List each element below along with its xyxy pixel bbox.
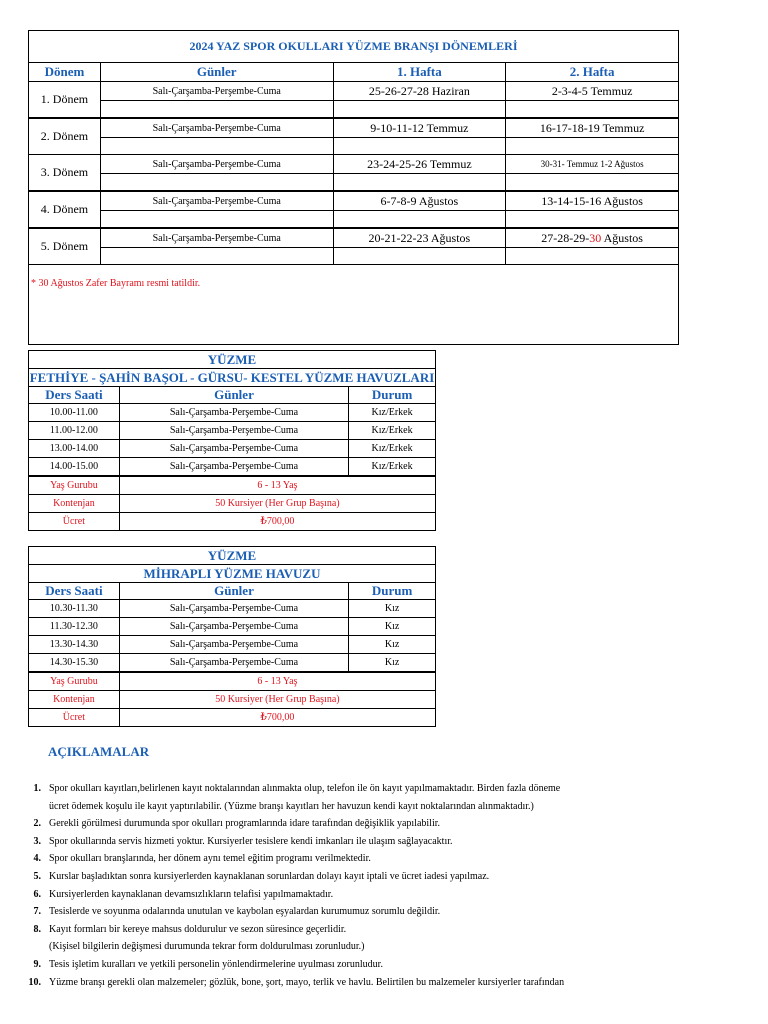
period-2-week2: 16-17-18-19 Temmuz: [506, 118, 679, 138]
period-5-week2-prefix: 27-28-29-: [541, 230, 590, 245]
lesson-days: Salı-Çarşamba-Perşembe-Cuma: [119, 440, 348, 458]
lesson-gender: Kız: [349, 618, 436, 636]
explanations-list: [20, 780, 740, 991]
period-4-label: 4. Dönem: [29, 191, 101, 228]
lesson-days: Salı-Çarşamba-Perşembe-Cuma: [119, 618, 348, 636]
table-row: [29, 618, 436, 636]
pool-2-header-saat: Ders Saati: [29, 583, 120, 600]
periods-table: [28, 30, 679, 345]
period-2-label: 2. Dönem: [29, 118, 101, 155]
list-item: 3. Spor okullarında servis hizmeti yoktur. Kursiyerler tesislere kendi imkanları ile ulaşım sağlayacaktır.: [33, 835, 453, 847]
lesson-time: 10.00-11.00: [29, 404, 120, 422]
period-4-week2: 13-14-15-16 Ağustos: [506, 191, 679, 211]
lesson-days: Salı-Çarşamba-Perşembe-Cuma: [119, 422, 348, 440]
lesson-gender: Kız/Erkek: [349, 458, 436, 477]
lesson-time: 11.30-12.30: [29, 618, 120, 636]
header-gunler: Günler: [100, 63, 333, 82]
list-item: 4. Spor okulları branşlarında, her dönem aynı temel eğitim programı verilmektedir.: [33, 853, 371, 865]
fee-label: Ücret: [29, 709, 120, 727]
table-row: [29, 600, 436, 618]
table-row: [29, 458, 436, 477]
list-item: 1. Spor okulları kayıtları,belirlenen kayıt noktalarından alınmakta olup, telefon ile ön kayıt yapılmamaktadır. Birden fazla döneme ücret ödemek koşulu ile kayıt yaptırılabilir. (Yüzme branşı kayıtları her havuzun kendi kayıt noktalarından alınmaktadır.): [33, 783, 561, 812]
period-3-week1: 23-24-25-26 Temmuz: [333, 155, 506, 174]
age-group-value: 6 - 13 Yaş: [119, 476, 435, 495]
age-group-label: Yaş Gurubu: [29, 672, 120, 691]
period-5-week2-suffix: Ağustos: [601, 230, 643, 245]
header-donem: Dönem: [29, 63, 101, 82]
period-2-days: Salı-Çarşamba-Perşembe-Cuma: [100, 118, 333, 138]
header-hafta1: 1. Hafta: [333, 63, 506, 82]
pool-1-title: YÜZME: [29, 351, 436, 369]
pool-1-header-saat: Ders Saati: [29, 387, 120, 404]
period-5-week1: 20-21-22-23 Ağustos: [333, 228, 506, 248]
fee-label: Ücret: [29, 513, 120, 531]
list-item: 10. Yüzme branşı gerekli olan malzemeler; gözlük, bone, şort, mayo, terlik ve havlu. Belirtilen bu malzemeler kursiyerler tarafından: [28, 976, 565, 988]
fee-value: ₺700,00: [119, 709, 435, 727]
periods-title: 2024 YAZ SPOR OKULLARI YÜZME BRANŞI DÖNEMLERİ: [29, 31, 679, 63]
lesson-days: Salı-Çarşamba-Perşembe-Cuma: [119, 600, 348, 618]
age-group-label: Yaş Gurubu: [29, 476, 120, 495]
period-5-days: Salı-Çarşamba-Perşembe-Cuma: [100, 228, 333, 248]
period-2-week1: 9-10-11-12 Temmuz: [333, 118, 506, 138]
lesson-time: 11.00-12.00: [29, 422, 120, 440]
pool-2-subtitle: MİHRAPLI YÜZME HAVUZU: [29, 565, 436, 583]
period-5-label: 5. Dönem: [29, 228, 101, 265]
explanations-title: AÇIKLAMALAR: [48, 744, 150, 759]
period-3-label: 3. Dönem: [29, 155, 101, 192]
lesson-gender: Kız: [349, 654, 436, 673]
pool-1-subtitle: FETHİYE - ŞAHİN BAŞOL - GÜRSU- KESTEL YÜZME HAVUZLARI: [29, 369, 435, 385]
table-row: [29, 636, 436, 654]
period-4-days: Salı-Çarşamba-Perşembe-Cuma: [100, 191, 333, 211]
table-row: [29, 654, 436, 673]
period-5-week2: [506, 228, 679, 248]
pool-2-title: YÜZME: [29, 547, 436, 565]
list-item: 5. Kurslar başladıktan sonra kursiyerlerden kaynaklanan sorunlardan dolayı kayıt iptali ve ücret iadesi yapılmaz.: [33, 870, 490, 882]
lesson-gender: Kız/Erkek: [349, 404, 436, 422]
pool-1-header-gunler: Günler: [119, 387, 348, 404]
period-3-days: Salı-Çarşamba-Perşembe-Cuma: [100, 155, 333, 174]
pool-1-table: [28, 350, 436, 531]
lesson-time: 13.00-14.00: [29, 440, 120, 458]
list-item: 2. Gerekli görülmesi durumunda spor okulları programlarında idare tarafından değişiklik yapılabilir.: [33, 818, 441, 830]
period-1-days: Salı-Çarşamba-Perşembe-Cuma: [100, 82, 333, 101]
lesson-gender: Kız: [349, 636, 436, 654]
period-1-label: 1. Dönem: [29, 82, 101, 119]
fee-value: ₺700,00: [119, 513, 435, 531]
pool-2-table: [28, 546, 436, 727]
quota-value: 50 Kursiyer (Her Grup Başına): [119, 691, 435, 709]
lesson-time: 14.00-15.00: [29, 458, 120, 477]
table-row: [29, 422, 436, 440]
holiday-note: * 30 Ağustos Zafer Bayramı resmi tatildir.: [29, 265, 679, 345]
lesson-days: Salı-Çarşamba-Perşembe-Cuma: [119, 404, 348, 422]
pool-2-header-durum: Durum: [349, 583, 436, 600]
lesson-time: 13.30-14.30: [29, 636, 120, 654]
lesson-gender: Kız/Erkek: [349, 440, 436, 458]
lesson-days: Salı-Çarşamba-Perşembe-Cuma: [119, 654, 348, 673]
pool-1-header-durum: Durum: [349, 387, 436, 404]
lesson-gender: Kız/Erkek: [349, 422, 436, 440]
lesson-days: Salı-Çarşamba-Perşembe-Cuma: [119, 458, 348, 477]
pool-2-header-gunler: Günler: [119, 583, 348, 600]
table-row: [29, 440, 436, 458]
period-4-week1: 6-7-8-9 Ağustos: [333, 191, 506, 211]
period-1-week2: 2-3-4-5 Temmuz: [506, 82, 679, 101]
header-hafta2: 2. Hafta: [506, 63, 679, 82]
list-item: 7. Tesislerde ve soyunma odalarında unutulan ve kaybolan eşyalardan kurumumuz sorumlu değildir.: [33, 906, 441, 918]
lesson-time: 10.30-11.30: [29, 600, 120, 618]
list-item: 9. Tesis işletim kuralları ve yetkili personelin yönlendirmelerine uyulması zorunludur.: [33, 958, 383, 970]
period-3-week2: 30-31- Temmuz 1-2 Ağustos: [506, 155, 679, 174]
quota-label: Kontenjan: [29, 495, 120, 513]
list-item: 8. Kayıt formları bir kereye mahsus doldurulur ve sezon süresince geçerlidir. (Kişisel bilgilerin değişmesi durumunda tekrar form doldurulması zorunludur.): [33, 923, 365, 953]
quota-label: Kontenjan: [29, 691, 120, 709]
quota-value: 50 Kursiyer (Her Grup Başına): [119, 495, 435, 513]
age-group-value: 6 - 13 Yaş: [119, 672, 435, 691]
lesson-gender: Kız: [349, 600, 436, 618]
table-row: [29, 404, 436, 422]
period-5-week2-holiday: 30: [589, 230, 602, 245]
lesson-time: 14.30-15.30: [29, 654, 120, 673]
lesson-days: Salı-Çarşamba-Perşembe-Cuma: [119, 636, 348, 654]
list-item: 6. Kursiyerlerden kaynaklanan devamsızlıkların telafisi yapılmamaktadır.: [33, 888, 334, 900]
period-1-week1: 25-26-27-28 Haziran: [333, 82, 506, 101]
